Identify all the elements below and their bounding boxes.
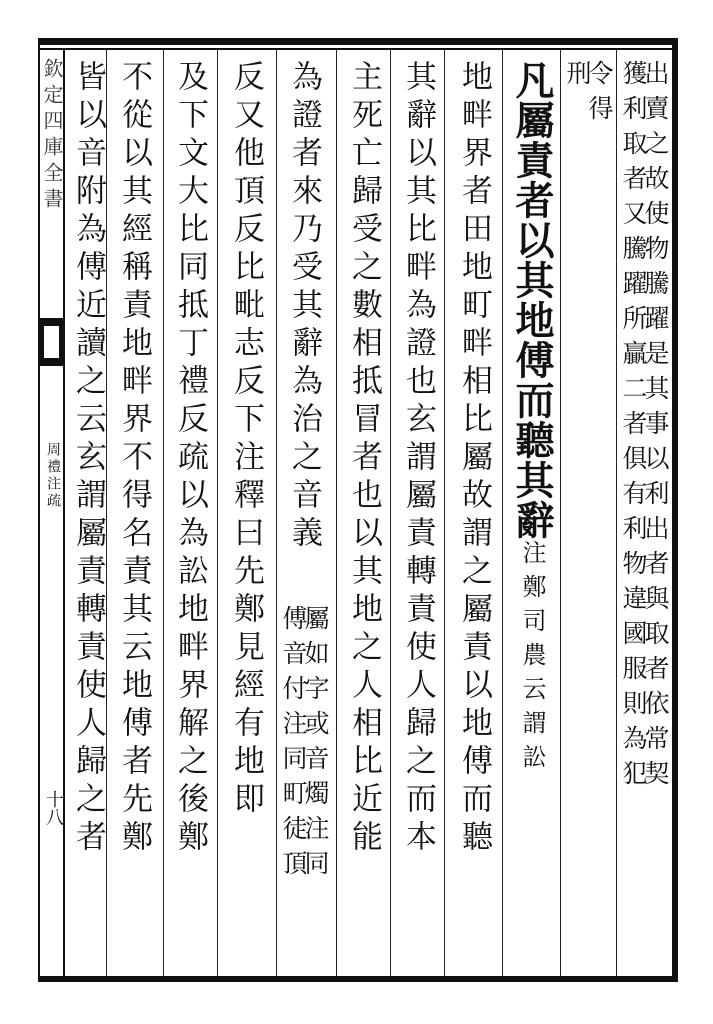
main-text: 凡屬責者以其地傅而聽其辭 (509, 60, 555, 540)
edge-book-title: 周禮注疏 (45, 442, 61, 510)
column-rule (444, 50, 445, 976)
note-subcolumn-right: 令得 (585, 60, 614, 130)
text-column-6: 主死亡歸受之數相抵冒者也以其地之人相比近能 (346, 60, 382, 858)
column-rule (560, 50, 561, 976)
note-subcolumn-left: 傅音付注同町徒頂 (279, 605, 308, 885)
text-column-9: 及下文大比同抵丁禮反疏以為訟地畔界解之後鄭 (172, 60, 208, 858)
column-rule (616, 50, 617, 976)
column-rule (336, 50, 337, 976)
column-rule (217, 50, 218, 976)
column-rule (502, 50, 503, 976)
note-subcolumn-right: 出賣之故使物騰躍是其事以利出者與取者依常契 (641, 60, 670, 795)
text-column-3 (510, 60, 554, 778)
frame-top-inner-border (38, 48, 678, 50)
frame-right-border (672, 38, 678, 982)
column-rule (163, 50, 164, 976)
frame-bottom-border (38, 976, 678, 982)
text-column-4: 地畔界者田地町畔相比屬故謂之屬責以地傅而聽 (456, 60, 492, 858)
column-rule (276, 50, 277, 976)
note-subcolumn-left: 獲利取者又騰躍所贏二者俱有利物違國服則為犯 (619, 60, 648, 795)
text-column-11: 皆以音附為傅近讀之云玄謂屬責轉責使人歸之者 (70, 60, 106, 858)
text-column-7: 為證者來乃受其辭為治之音義 (286, 60, 322, 554)
frame-top-border (38, 38, 678, 45)
text-column-10: 不從以其經稱責地畔界不得名責其云地傅者先鄭 (116, 60, 152, 858)
note-subcolumn-right: 屬如字或音燭注同 (301, 605, 330, 885)
edge-page-number: 十八 (43, 790, 64, 826)
column-rule (390, 50, 391, 976)
text-column-5: 其辭以其比畔為證也玄謂屬責轉責使人歸之而本 (400, 60, 436, 858)
fishtail-mark-icon (40, 318, 63, 366)
note-text: 注鄭司農云謂訟 (518, 540, 546, 778)
text-column-8: 反又他頂反比毗志反下注釋曰先鄭見經有地即 (228, 60, 264, 820)
note-subcolumn-left: 刑 (563, 60, 592, 95)
edge-title: 欽定四庫全書 (40, 58, 64, 214)
